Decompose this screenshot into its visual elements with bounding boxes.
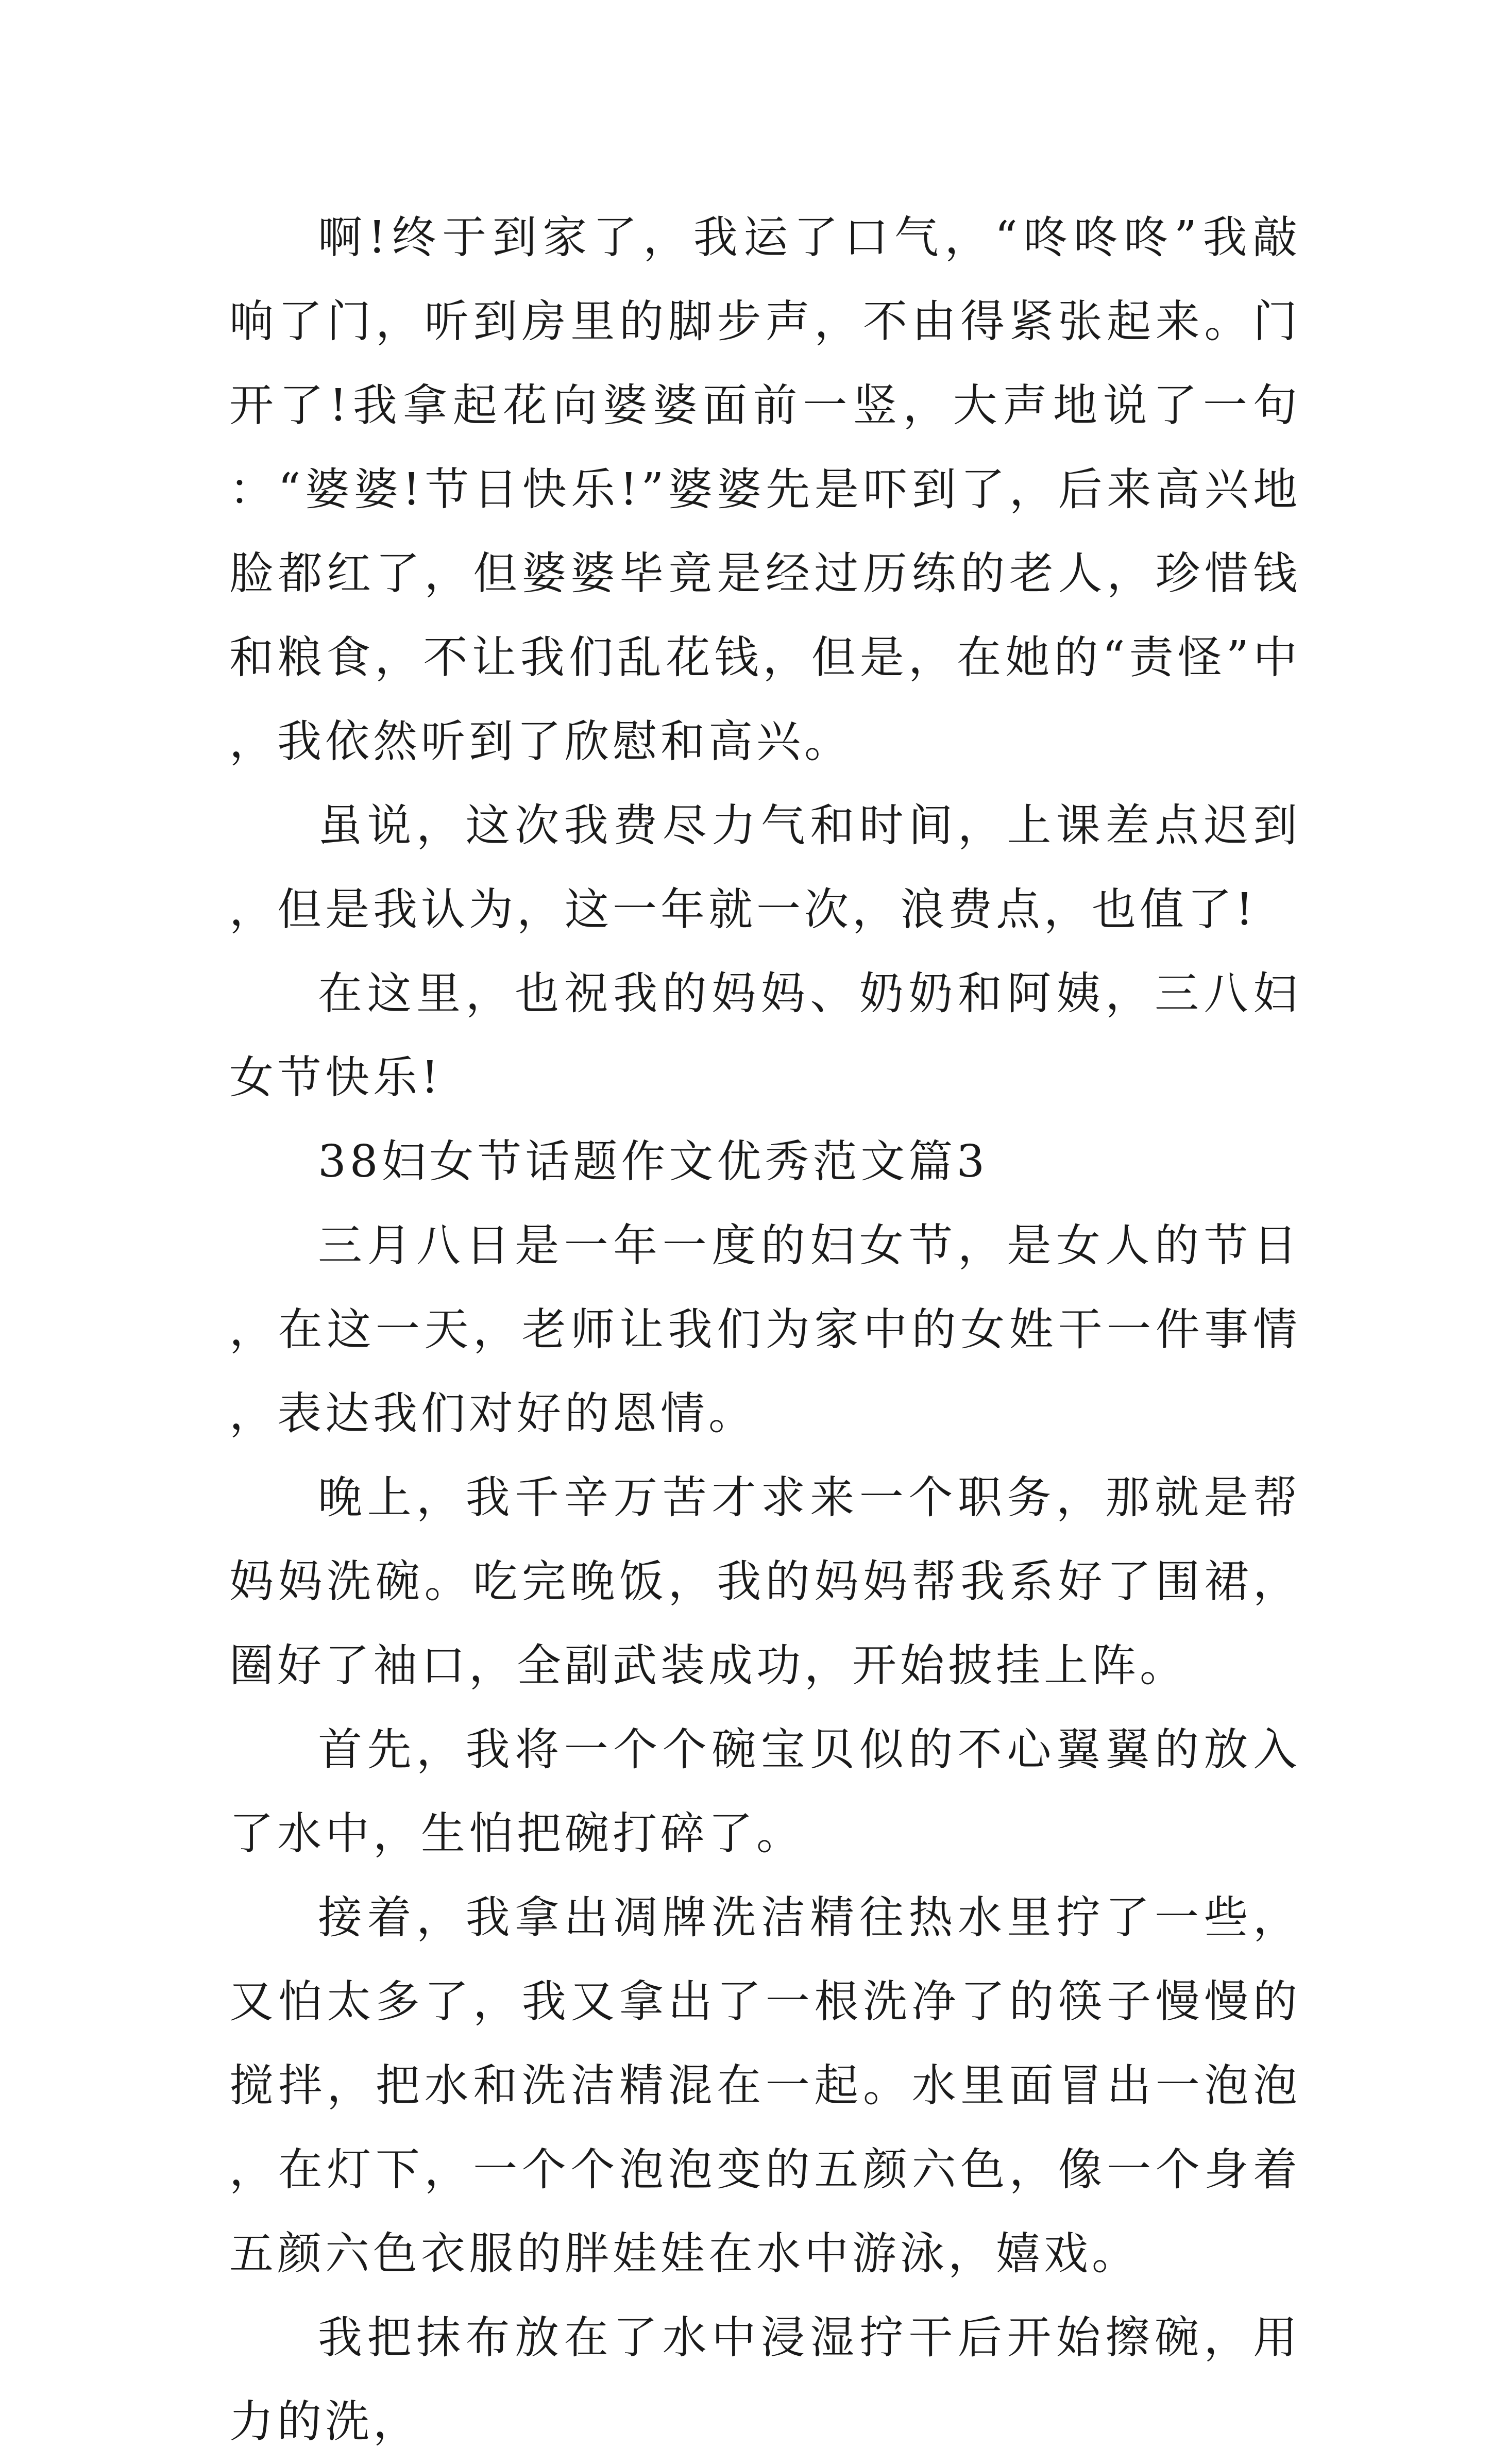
essay-body	[229, 196, 1301, 2464]
paragraph-next: 接着，我拿出凋牌洗洁精往热水里拧了一些，又怕太多了，我又拿出了一根洗净了的筷子慢慢的搅拌，把水和洗洁精混在一起。水里面冒出一泡泡，在灯下，一个个泡泡变的五颜六色，像一个身着五颜六色衣服的胖娃娃在水中游泳，嬉戏。	[229, 1892, 1301, 2279]
paragraph-evening: 晚上，我千辛万苦才求来一个职务，那就是帮妈妈洗碗。吃完晚饭，我的妈妈帮我系好了围裙，圈好了袖口，全副武装成功，开始披挂上阵。	[229, 1472, 1301, 1691]
paragraph-worth-it: 虽说，这次我费尽力气和时间，上课差点迟到，但是我认为，这一年就一次，浪费点，也值了!	[229, 800, 1301, 935]
paragraph-arrive-home: 啊!终于到家了，我运了口气，“咚咚咚”我敲响了门，听到房里的脚步声，不由得紧张起来。门开了!我拿起花向婆婆面前一竖，大声地说了一句：“婆婆!节日快乐!”婆婆先是吓到了，后来高兴地脸都红了，但婆婆毕竟是经过历练的老人，珍惜钱和粮食，不让我们乱花钱，但是，在她的“责怪”中，我依然听到了欣慰和高兴。	[229, 212, 1301, 767]
essay-heading: 38妇女节话题作文优秀范文篇3	[318, 1136, 989, 1187]
paragraph-wipe: 我把抹布放在了水中浸湿拧干后开始擦碗，用力的洗，	[229, 2312, 1301, 2448]
paragraph-wishes: 在这里，也祝我的妈妈、奶奶和阿姨，三八妇女节快乐!	[229, 968, 1301, 1103]
paragraph-first: 首先，我将一个个碗宝贝似的不心翼翼的放入了水中，生怕把碗打碎了。	[229, 1724, 1301, 1859]
paragraph-womens-day: 三月八日是一年一度的妇女节，是女人的节日，在这一天，老师让我们为家中的女姓干一件事情，表达我们对好的恩情。	[229, 1220, 1301, 1439]
